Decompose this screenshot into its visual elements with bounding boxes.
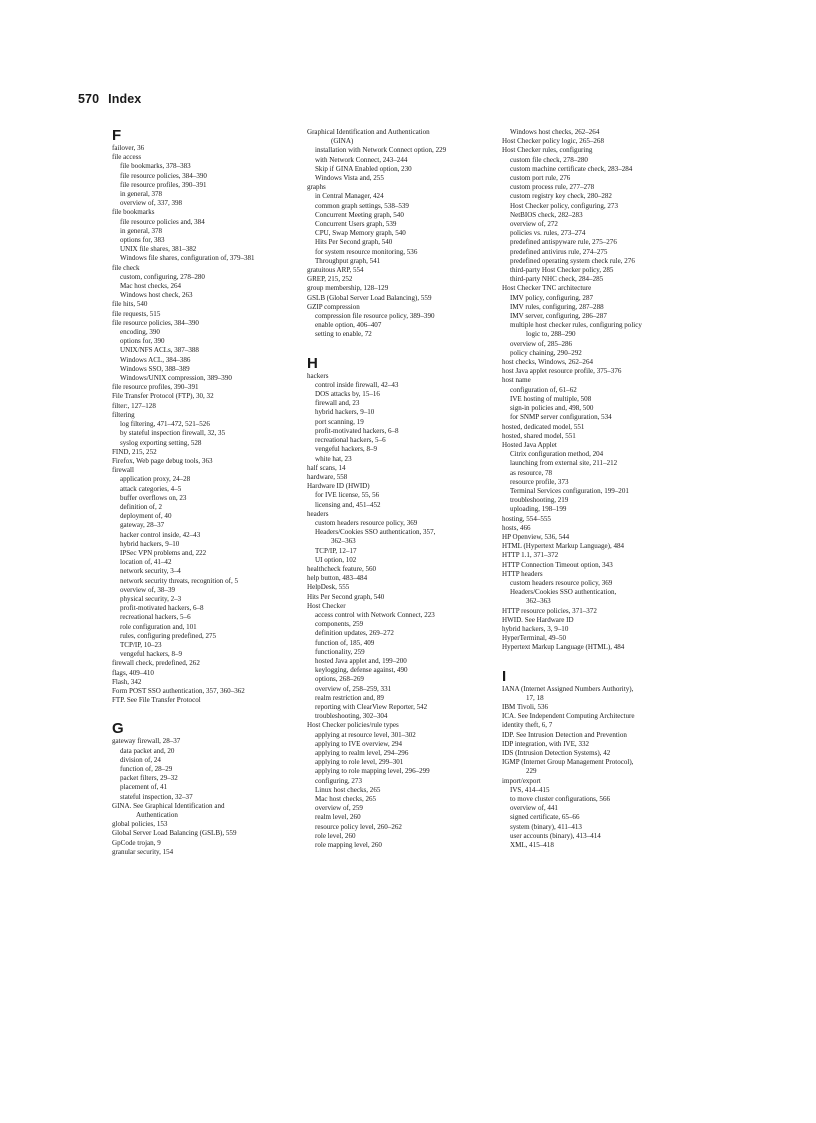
index-subentry: policy chaining, 290–292 xyxy=(510,348,582,357)
index-subentry: packet filters, 29–32 xyxy=(120,774,178,783)
index-subentry: Windows ACL, 384–386 xyxy=(120,355,191,364)
index-subentry: Headers/Cookies SSO authentication, xyxy=(510,588,617,597)
index-subentry: UNIX/NFS ACLs, 387–388 xyxy=(120,346,199,355)
index-entry: Global Server Load Balancing (GSLB), 559 xyxy=(112,829,237,838)
index-subentry: network security, 3–4 xyxy=(120,567,181,576)
index-entry: HelpDesk, 555 xyxy=(307,583,350,592)
index-subentry: physical security, 2–3 xyxy=(120,594,182,603)
index-entry: file check xyxy=(112,263,140,272)
index-subentry: TCP/IP, 10–23 xyxy=(120,640,162,649)
index-subentry: Concurrent Users graph, 539 xyxy=(315,220,397,229)
index-entry: failover, 36 xyxy=(112,144,145,152)
index-subentry: file resource policies and, 384 xyxy=(120,217,205,226)
index-subentry: Windows/UNIX compression, 389–390 xyxy=(120,374,232,383)
index-subentry: hybrid hackers, 9–10 xyxy=(120,539,180,548)
index-subentry: role mapping level, 260 xyxy=(315,841,382,850)
index-entry-continuation: 229 xyxy=(526,767,537,776)
index-subentry: vengeful hackers, 8–9 xyxy=(315,445,378,454)
index-entry-continuation: 362–363 xyxy=(526,597,551,606)
index-subentry: licensing and, 451–452 xyxy=(315,500,381,509)
index-subentry: system (binary), 411–413 xyxy=(510,822,582,831)
index-entry: gateway firewall, 28–37 xyxy=(112,737,181,746)
index-subentry: vengeful hackers, 8–9 xyxy=(120,650,183,659)
index-subentry: realm restriction and, 89 xyxy=(315,693,384,702)
index-subentry: predefined operating system check rule, 276 xyxy=(510,256,635,265)
index-subentry: IMV policy, configuring, 287 xyxy=(510,293,593,302)
index-entry-continuation: Authentication xyxy=(136,811,178,820)
index-entry: file requests, 515 xyxy=(112,309,161,318)
index-entry-continuation: (GINA) xyxy=(331,137,354,146)
section-letter: F xyxy=(112,127,122,144)
index-subentry: Concurrent Meeting graph, 540 xyxy=(315,210,404,219)
index-subentry: Windows host check, 263 xyxy=(120,291,193,300)
index-subentry: for IVE license, 55, 56 xyxy=(315,491,380,500)
index-entry: healthcheck feature, 560 xyxy=(307,564,377,573)
index-subentry: control inside firewall, 42–43 xyxy=(315,380,399,389)
index-entry: file access xyxy=(112,153,142,162)
index-entry: HTTP headers xyxy=(502,569,543,578)
index-subentry: CPU, Swap Memory graph, 540 xyxy=(315,229,406,238)
index-subentry: application proxy, 24–28 xyxy=(120,475,191,484)
index-subentry: troubleshooting, 219 xyxy=(510,496,569,505)
section-letter: H xyxy=(307,354,318,372)
index-subentry: custom port rule, 276 xyxy=(510,174,571,183)
index-column-1 xyxy=(112,128,298,857)
index-entry: hosts, 466 xyxy=(502,523,531,532)
index-subentry: applying to IVE overview, 294 xyxy=(315,739,403,748)
index-subentry: IVS, 414–415 xyxy=(510,785,550,794)
index-entry: hosting, 554–555 xyxy=(502,514,551,523)
index-subentry: to move cluster configurations, 566 xyxy=(510,795,611,804)
index-subentry: resource policy level, 260–262 xyxy=(315,822,402,831)
index-entry: firewall check, predefined, 262 xyxy=(112,659,200,668)
index-entry: HWID. See Hardware ID xyxy=(502,615,574,624)
index-entry: file bookmarks xyxy=(112,208,155,217)
index-entry: Host Checker policy logic, 265–268 xyxy=(502,137,604,146)
index-subentry: definition of, 2 xyxy=(120,502,163,511)
index-subentry: for system resource monitoring, 536 xyxy=(315,247,418,256)
index-subentry: multiple host checker rules, configuring policy xyxy=(510,321,642,330)
index-subentry: Terminal Services configuration, 199–201 xyxy=(510,486,629,495)
index-subentry: Host Checker policy, configuring, 273 xyxy=(510,201,618,210)
index-subentry: role level, 260 xyxy=(315,831,356,840)
index-subentry: IMV rules, configuring, 287–288 xyxy=(510,302,604,311)
index-entry: ICA. See Independent Computing Architecture xyxy=(502,712,635,721)
index-subentry: encoding, 390 xyxy=(120,328,160,337)
index-subentry: gateway, 28–37 xyxy=(120,521,165,530)
index-entry: host Java applet resource profile, 375–376 xyxy=(502,367,622,376)
section-gap xyxy=(112,705,298,721)
index-entry: filter:, 127–128 xyxy=(112,401,156,410)
index-subentry: in Central Manager, 424 xyxy=(315,192,384,201)
index-entry: IDS (Intrusion Detection Systems), 42 xyxy=(502,749,611,757)
index-entry: GpCode trojan, 9 xyxy=(112,838,161,847)
index-subentry: hybrid hackers, 9–10 xyxy=(315,408,375,417)
index-entry: FIND, 215, 252 xyxy=(112,447,157,456)
index-entry: HTTP Connection Timeout option, 343 xyxy=(502,560,613,569)
page-header xyxy=(78,92,141,106)
index-entry-continuation: 17, 18 xyxy=(526,693,544,702)
index-entry: Hosted Java Applet xyxy=(502,440,557,449)
index-entry: Host Checker policies/rule types xyxy=(307,721,399,730)
index-subentry: signed certificate, 65–66 xyxy=(510,813,580,822)
index-entry: firewall xyxy=(112,466,134,475)
index-entry: HP Openview, 536, 544 xyxy=(502,532,570,541)
index-subentry: custom, configuring, 278–280 xyxy=(120,272,205,281)
index-subentry: Linux host checks, 265 xyxy=(315,785,381,794)
section-gap xyxy=(307,340,493,356)
index-entry: File Transfer Protocol (FTP), 30, 32 xyxy=(112,392,214,401)
index-subentry: enable option, 406–407 xyxy=(315,321,382,330)
index-subentry: UI option, 102 xyxy=(315,555,357,564)
index-subentry: applying at resource level, 301–302 xyxy=(315,730,416,739)
index-subentry: options, 268–269 xyxy=(315,675,364,684)
index-entry: Flash, 342 xyxy=(112,677,142,686)
index-subentry: custom process rule, 277–278 xyxy=(510,183,595,192)
index-entry: FTP. See File Transfer Protocol xyxy=(112,696,201,705)
index-subentry: hosted Java applet and, 199–200 xyxy=(315,656,407,665)
index-entry: identity theft, 6, 7 xyxy=(502,721,553,730)
index-subentry: port scanning, 19 xyxy=(315,417,364,426)
index-subentry: overview of, 285–286 xyxy=(510,339,573,348)
index-entry: IGMP (Internet Group Management Protocol), xyxy=(502,758,634,767)
index-subentry: file resource policies, 384–390 xyxy=(120,171,207,180)
index-entry: IANA (Internet Assigned Numbers Authority), xyxy=(502,684,634,693)
index-entry: gratuitous ARP, 554 xyxy=(307,266,364,275)
index-entry: file resource policies, 384–390 xyxy=(112,318,199,327)
index-subentry: overview of, 38–39 xyxy=(120,585,175,594)
index-subentry: XML, 415–418 xyxy=(510,841,554,850)
page-number: 570 xyxy=(78,92,100,106)
index-subentry: in general, 378 xyxy=(120,226,163,235)
index-entry: Firefox, Web page debug tools, 363 xyxy=(112,456,213,465)
section-letter: I xyxy=(502,667,507,685)
index-subentry: in general, 378 xyxy=(120,190,163,199)
index-subentry: custom headers resource policy, 369 xyxy=(510,578,613,587)
index-entry: import/export xyxy=(502,776,541,785)
index-subentry: location of, 41–42 xyxy=(120,558,172,567)
index-entry: Form POST SSO authentication, 357, 360–362 xyxy=(112,686,245,695)
index-subentry: custom file check, 278–280 xyxy=(510,155,588,164)
index-subentry: overview of, 258–259, 331 xyxy=(315,684,392,693)
index-subentry: Throughput graph, 541 xyxy=(315,256,381,265)
index-subentry: white hat, 23 xyxy=(315,454,352,463)
index-subentry: for SNMP server configuration, 534 xyxy=(510,413,612,422)
index-subentry: attack categories, 4–5 xyxy=(120,484,182,493)
index-entry: Host Checker xyxy=(307,601,346,610)
index-subentry: uploading, 198–199 xyxy=(510,505,567,514)
index-subentry: by stateful inspection firewall, 32, 35 xyxy=(120,429,226,438)
index-subentry: stateful inspection, 32–37 xyxy=(120,792,193,801)
index-subentry: third-party NHC check, 284–285 xyxy=(510,275,604,284)
index-subentry: overview of, 259 xyxy=(315,804,363,813)
index-subentry: role configuration and, 101 xyxy=(120,622,197,631)
index-subentry: Skip if GINA Enabled option, 230 xyxy=(315,164,412,173)
index-subentry: options for, 383 xyxy=(120,236,165,245)
index-subentry: applying to realm level, 294–296 xyxy=(315,749,409,757)
index-subentry: syslog exporting setting, 528 xyxy=(120,438,202,447)
index-entry: Hardware ID (HWID) xyxy=(307,482,370,491)
index-subentry: user accounts (binary), 413–414 xyxy=(510,831,601,840)
index-entry: file resource profiles, 390–391 xyxy=(112,383,199,392)
index-subentry: as resource, 78 xyxy=(510,468,553,477)
index-subentry: Headers/Cookies SSO authentication, 357, xyxy=(315,528,436,537)
index-subentry: common graph settings, 538–539 xyxy=(315,201,409,210)
index-subentry: network security threats, recognition of, 5 xyxy=(120,576,239,585)
index-entry: GSLB (Global Server Load Balancing), 559 xyxy=(307,293,432,302)
index-subentry: function of, 28–29 xyxy=(120,765,173,773)
index-entry: hackers xyxy=(307,371,329,380)
index-subentry: launching from external site, 211–212 xyxy=(510,459,618,468)
index-subentry: third-party Host Checker policy, 285 xyxy=(510,266,614,275)
index-entry: HyperTerminal, 49–50 xyxy=(502,634,567,643)
index-entry: help button, 483–484 xyxy=(307,574,368,583)
index-subentry: function of, 185, 409 xyxy=(315,638,375,647)
index-subentry: functionality, 259 xyxy=(315,647,365,656)
index-subentry: Hits Per Second graph, 540 xyxy=(315,238,393,247)
index-entry-continuation: 362–363 xyxy=(331,537,356,546)
index-subentry: resource profile, 373 xyxy=(510,477,569,486)
index-subentry: log filtering, 471–472, 521–526 xyxy=(120,420,210,429)
index-subentry: Windows file shares, configuration of, 379–381 xyxy=(120,254,255,263)
index-subentry: applying to role mapping level, 296–299 xyxy=(315,767,430,776)
index-subentry: setting to enable, 72 xyxy=(315,330,372,339)
index-subentry: file bookmarks, 378–383 xyxy=(120,162,191,171)
index-subentry: definition updates, 269–272 xyxy=(315,629,394,638)
index-entry: IBM Tivoli, 536 xyxy=(502,702,549,711)
index-subentry: IVE hosting of multiple, 508 xyxy=(510,394,592,403)
index-subentry: keylogging, defense against, 490 xyxy=(315,666,408,675)
index-subentry: with Network Connect, 243–244 xyxy=(315,155,408,164)
index-subentry: overview of, 272 xyxy=(510,220,558,229)
index-entry: Host Checker TNC architecture xyxy=(502,284,592,293)
index-subentry: Windows Vista and, 255 xyxy=(315,174,384,183)
index-entry: HTTP resource policies, 371–372 xyxy=(502,606,597,615)
index-subentry: policies vs. rules, 273–274 xyxy=(510,229,586,238)
section-gap xyxy=(502,653,702,669)
index-entry: host name xyxy=(502,376,531,385)
index-subentry: installation with Network Connect option, 229 xyxy=(315,146,447,155)
index-entry: granular security, 154 xyxy=(112,847,174,856)
index-subentry: profit-motivated hackers, 6–8 xyxy=(315,426,399,435)
index-subentry: hacker control inside, 42–43 xyxy=(120,530,201,539)
index-entry: Hits Per Second graph, 540 xyxy=(307,592,385,601)
index-entry: Host Checker rules, configuring xyxy=(502,146,593,155)
index-subentry: overview of, 441 xyxy=(510,804,558,813)
index-subentry: Mac host checks, 265 xyxy=(315,795,377,804)
page-title: Index xyxy=(108,92,142,106)
index-entry: graphs xyxy=(307,183,326,192)
index-subentry: access control with Network Connect, 223 xyxy=(315,610,435,619)
index-entry: host checks, Windows, 262–264 xyxy=(502,358,593,367)
index-subentry: Windows host checks, 262–264 xyxy=(510,128,600,136)
index-subentry: file resource profiles, 390–391 xyxy=(120,180,207,189)
index-subentry: recreational hackers, 5–6 xyxy=(315,436,386,445)
index-entry: filtering xyxy=(112,410,135,419)
section-letter: G xyxy=(112,720,124,738)
index-subentry: predefined antispyware rule, 275–276 xyxy=(510,238,617,247)
index-subentry: custom machine certificate check, 283–284 xyxy=(510,164,633,173)
index-subentry: TCP/IP, 12–17 xyxy=(315,546,357,555)
index-subentry: custom registry key check, 280–282 xyxy=(510,192,612,201)
index-entry: hybrid hackers, 3, 9–10 xyxy=(502,624,569,633)
index-subentry: overview of, 337, 398 xyxy=(120,199,183,208)
index-subentry: predefined antivirus rule, 274–275 xyxy=(510,247,608,256)
index-entry: GZIP compression xyxy=(307,302,360,311)
index-subentry: IPSec VPN problems and, 222 xyxy=(120,548,207,557)
index-column-3 xyxy=(502,128,702,850)
index-entry: IDP integration, with IVE, 332 xyxy=(502,739,590,748)
index-subentry: profit-motivated hackers, 6–8 xyxy=(120,604,204,613)
index-subentry: reporting with ClearView Reporter, 542 xyxy=(315,702,428,711)
index-entry: flags, 409–410 xyxy=(112,668,154,677)
index-subentry: realm level, 260 xyxy=(315,813,361,822)
index-subentry: options for, 390 xyxy=(120,337,165,346)
index-subentry: UNIX file shares, 381–382 xyxy=(120,245,197,254)
index-subentry: firewall and, 23 xyxy=(315,399,360,408)
index-subentry: DOS attacks by, 15–16 xyxy=(315,390,380,399)
index-subentry: deployment of, 40 xyxy=(120,512,172,521)
index-subentry: Windows SSO, 388–389 xyxy=(120,364,190,373)
index-subentry: rules, configuring predefined, 275 xyxy=(120,631,217,640)
index-subentry: troubleshooting, 302–304 xyxy=(315,712,388,721)
index-subentry: applying to role level, 299–301 xyxy=(315,758,404,767)
index-subentry: configuring, 273 xyxy=(315,776,362,785)
index-entry: Graphical Identification and Authentication xyxy=(307,128,430,136)
index-subentry: placement of, 41 xyxy=(120,783,168,792)
index-entry: HTML (Hypertext Markup Language), 484 xyxy=(502,542,625,551)
index-subentry: data packet and, 20 xyxy=(120,746,175,755)
index-subentry: sign-in policies and, 498, 500 xyxy=(510,404,594,413)
index-column-2 xyxy=(307,128,493,850)
index-subentry: NetBIOS check, 282–283 xyxy=(510,210,583,219)
index-entry: headers xyxy=(307,509,329,518)
index-entry: Hypertext Markup Language (HTML), 484 xyxy=(502,643,625,652)
index-subentry: Citrix configuration method, 204 xyxy=(510,450,604,459)
index-entry: IDP. See Intrusion Detection and Prevention xyxy=(502,730,627,739)
index-entry: GINA. See Graphical Identification and xyxy=(112,801,225,810)
index-subentry: compression file resource policy, 389–390 xyxy=(315,312,435,321)
index-entry: GREP, 215, 252 xyxy=(307,275,353,284)
index-entry: hosted, shared model, 551 xyxy=(502,431,576,440)
index-entry-continuation: logic to, 288–290 xyxy=(526,330,576,339)
index-subentry: IMV server, configuring, 286–287 xyxy=(510,312,607,321)
index-subentry: buffer overflows on, 23 xyxy=(120,493,187,502)
index-subentry: custom headers resource policy, 369 xyxy=(315,518,418,527)
index-subentry: components, 259 xyxy=(315,620,364,629)
index-subentry: division of, 24 xyxy=(120,755,161,764)
index-entry: hardware, 558 xyxy=(307,472,348,481)
index-entry: global policies, 153 xyxy=(112,820,168,829)
index-entry: file hits, 540 xyxy=(112,300,148,309)
index-subentry: Mac host checks, 264 xyxy=(120,282,182,291)
index-entry: hosted, dedicated model, 551 xyxy=(502,422,585,431)
index-subentry: configuration of, 61–62 xyxy=(510,385,577,394)
index-entry: half scans, 14 xyxy=(307,463,346,472)
index-subentry: recreational hackers, 5–6 xyxy=(120,613,191,622)
index-entry: group membership, 128–129 xyxy=(307,284,389,293)
index-entry: HTTP 1.1, 371–372 xyxy=(502,551,559,560)
